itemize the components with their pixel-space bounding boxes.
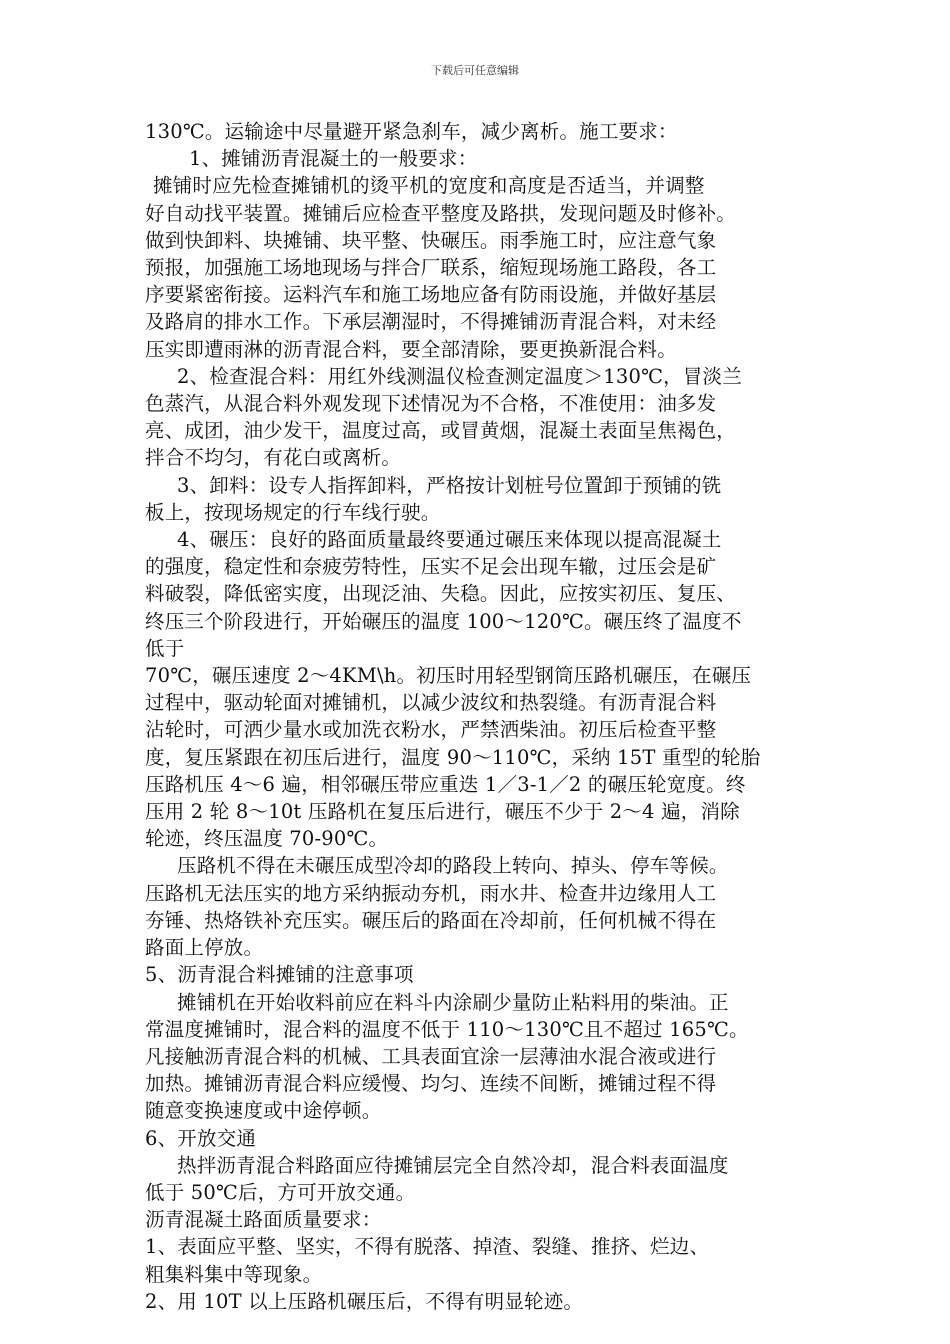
text-line: 亮、成团，油少发干，温度过高，或冒黄烟，混凝土表面呈焦褐色， <box>145 419 737 443</box>
section-heading: 1、摊铺沥青混凝土的一般要求： <box>189 147 478 171</box>
text-line: 色蒸汽，从混合料外观发现下述情况为不合格，不准使用：油多发 <box>145 392 717 416</box>
text-line: 轮迹，终压温度 70-90℃。 <box>145 827 389 851</box>
text-line: 好自动找平装置。摊铺后应检查平整度及路拱，发现问题及时修补。 <box>145 201 737 225</box>
text-line: 3、卸料：设专人指挥卸料，严格按计划桩号位置卸于预铺的铣 <box>177 473 722 497</box>
text-line: 4、碾压：良好的路面质量最终要通过碾压来体现以提高混凝土 <box>177 528 722 552</box>
text-line: 热拌沥青混合料路面应待摊铺层完全自然冷却，混合料表面温度 <box>177 1153 729 1177</box>
text-line: 摊铺机在开始收料前应在料斗内涂刷少量防止粘料用的柴油。正 <box>177 990 729 1014</box>
text-line: 做到快卸料、块摊铺、块平整、快碾压。雨季施工时，应注意气象 <box>145 228 717 252</box>
list-item: 2、用 10T 以上压路机碾压后，不得有明显轮迹。 <box>145 1289 584 1313</box>
text-line: 压路机不得在未碾压成型冷却的路段上转向、掉头、停车等候。 <box>177 854 729 878</box>
text-line: 的强度，稳定性和奈疲劳特性，压实不足会出现车辙，过压会是矿 <box>145 555 717 579</box>
text-line: 低于 <box>145 636 185 660</box>
text-line: 加热。摊铺沥青混合料应缓慢、均匀、连续不间断，摊铺过程不得 <box>145 1072 717 1096</box>
text-line: 常温度摊铺时，混合料的温度不低于 110～130℃且不超过 165℃。 <box>145 1017 749 1041</box>
text-line: 70℃，碾压速度 2～4KM\h。初压时用轻型钢筒压路机碾压，在碾压 <box>145 664 752 688</box>
text-line: 终压三个阶段进行，开始碾压的温度 100～120℃。碾压终了温度不 <box>145 609 742 633</box>
section-heading: 5、沥青混合料摊铺的注意事项 <box>145 963 414 987</box>
text-line: 压用 2 轮 8～10t 压路机在复压后进行，碾压不少于 2～4 遍，消除 <box>145 800 740 824</box>
list-item: 1、表面应平整、坚实，不得有脱落、掉渣、裂缝、推挤、烂边、 <box>145 1235 710 1259</box>
text-line: 低于 50℃后，方可开放交通。 <box>145 1180 416 1204</box>
list-item-continuation: 粗集料集中等现象。 <box>145 1262 323 1286</box>
text-line: 板上，按现场规定的行车线行驶。 <box>145 500 441 524</box>
text-line: 沾轮时，可洒少量水或加洗衣粉水，严禁洒柴油。初压后检查平整 <box>145 718 717 742</box>
text-line: 拌合不均匀，有花白或离析。 <box>145 446 402 470</box>
text-line: 沥青混凝土路面质量要求： <box>145 1208 382 1232</box>
text-line: 度，复压紧跟在初压后进行，温度 90～110℃，采纳 15T 重型的轮胎 <box>145 745 761 769</box>
text-line: 过程中，驱动轮面对摊铺机，以减少波纹和热裂缝。有沥青混合料 <box>145 691 717 715</box>
text-line: 凡接触沥青混合料的机械、工具表面宜涂一层薄油水混合液或进行 <box>145 1044 717 1068</box>
text-line: 130℃。运输途中尽量避开紧急刹车，减少离析。施工要求： <box>145 120 678 143</box>
page-header: 下载后可任意编辑 <box>431 64 519 77</box>
text-line: 2、检查混合料：用红外线测温仪检查测定温度＞130℃，冒淡兰 <box>177 364 742 388</box>
text-line: 预报，加强施工场地现场与拌合厂联系，缩短现场施工路段，各工 <box>145 256 717 280</box>
section-heading: 6、开放交通 <box>145 1126 257 1150</box>
text-line: 及路肩的排水工作。下承层潮湿时，不得摊铺沥青混合料，对未经 <box>145 310 717 334</box>
text-line: 随意变换速度或中途停顿。 <box>145 1099 382 1123</box>
text-line: 压实即遭雨淋的沥青混合料，要全部清除，要更换新混合料。 <box>145 337 677 361</box>
text-line: 序要紧密衔接。运料汽车和施工场地应备有防雨设施，并做好基层 <box>145 283 717 307</box>
text-line: 料破裂，降低密实度，出现泛油、失稳。因此，应按实初压、复压、 <box>145 582 737 606</box>
text-line: 压路机压 4～6 遍，相邻碾压带应重迭 1／3-1／2 的碾压轮宽度。终 <box>145 772 746 796</box>
text-line: 夯锤、热烙铁补充压实。碾压后的路面在冷却前，任何机械不得在 <box>145 908 717 932</box>
text-line: 路面上停放。 <box>145 936 264 960</box>
text-line: 摊铺时应先检查摊铺机的烫平机的宽度和高度是否适当，并调整 <box>153 174 705 198</box>
document-body <box>145 118 820 1315</box>
text-line: 压路机无法压实的地方采纳振动夯机，雨水井、检查井边缘用人工 <box>145 881 717 905</box>
